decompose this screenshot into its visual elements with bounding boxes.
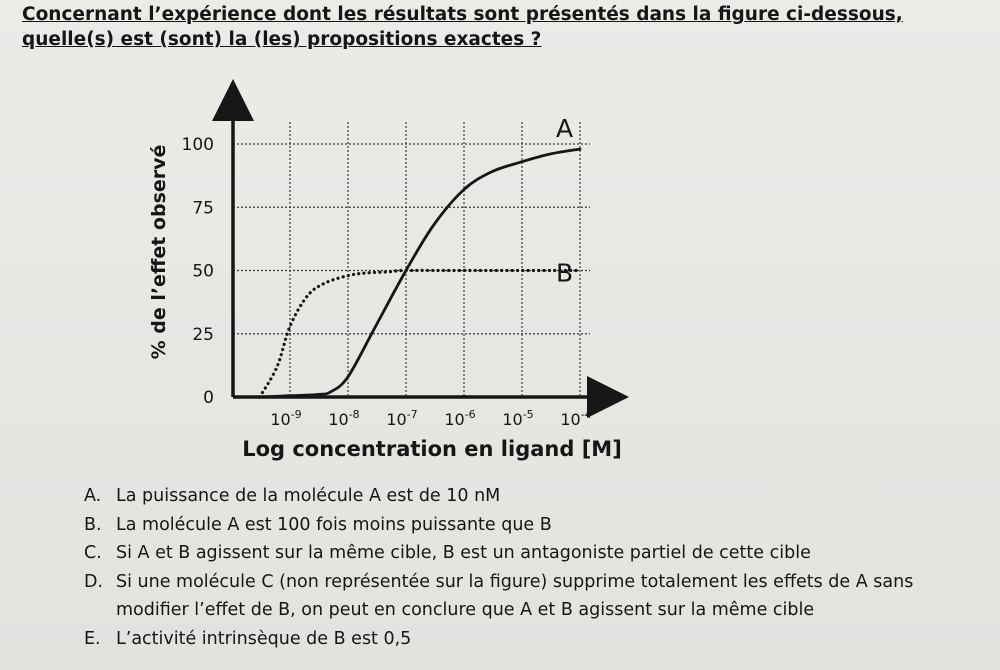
option-text: La puissance de la molécule A est de 10 nM — [116, 486, 501, 506]
x-tick-label: $10^{-6}$ — [444, 408, 476, 429]
y-tick-label: 25 — [192, 324, 214, 345]
option-text: L’activité intrinsèque de B est 0,5 — [116, 628, 412, 649]
y-tick-label: 100 — [181, 135, 214, 155]
y-tick-label: 75 — [192, 198, 214, 219]
x-tick-label: $10^{-4}$ — [560, 408, 592, 429]
chart-series — [260, 149, 580, 397]
y-tick-label: 0 — [203, 388, 214, 408]
series-line-a — [260, 149, 580, 397]
answer-option — [84, 539, 984, 568]
x-tick-label: $10^{-5}$ — [502, 408, 534, 429]
series-labels — [556, 114, 573, 287]
option-text: Si une molécule C (non représentée sur la figure) supprime totalement les effets de A sans modifier l’effet de B, on peut en conclure que A et B agissent sur la même cible — [116, 571, 914, 621]
option-letter: D. — [84, 571, 104, 592]
x-tick-label: $10^{-9}$ — [270, 408, 302, 429]
option-letter: C. — [84, 543, 102, 564]
series-label-a: A — [556, 114, 574, 144]
y-axis-title: % de l’effet observé — [148, 144, 170, 360]
answer-options — [84, 482, 984, 654]
option-letter: E. — [84, 628, 101, 649]
series-label-b: B — [556, 258, 574, 288]
y-tick-labels — [182, 135, 214, 408]
answer-option — [84, 482, 984, 511]
option-text: La molécule A est 100 fois moins puissante que B — [116, 514, 552, 535]
option-letter: A. — [84, 486, 102, 506]
x-tick-labels — [270, 408, 591, 429]
x-tick-label: $10^{-8}$ — [328, 408, 360, 429]
answer-option — [84, 625, 984, 654]
x-axis-title: Log concentration en ligand [M] — [242, 437, 622, 461]
answer-option — [84, 568, 984, 625]
option-letter: B. — [84, 514, 102, 535]
series-line-b — [260, 270, 580, 397]
answer-option — [84, 511, 984, 540]
y-tick-label: 50 — [192, 261, 214, 282]
option-text: Si A et B agissent sur la même cible, B est un antagoniste partiel de cette cible — [116, 543, 811, 564]
question-text: Concernant l’expérience dont les résultats sont présentés dans la figure ci-dessous, quelle(s) est (sont) la (les) propositions exactes ? — [22, 4, 903, 50]
x-tick-label: $10^{-7}$ — [386, 408, 418, 429]
